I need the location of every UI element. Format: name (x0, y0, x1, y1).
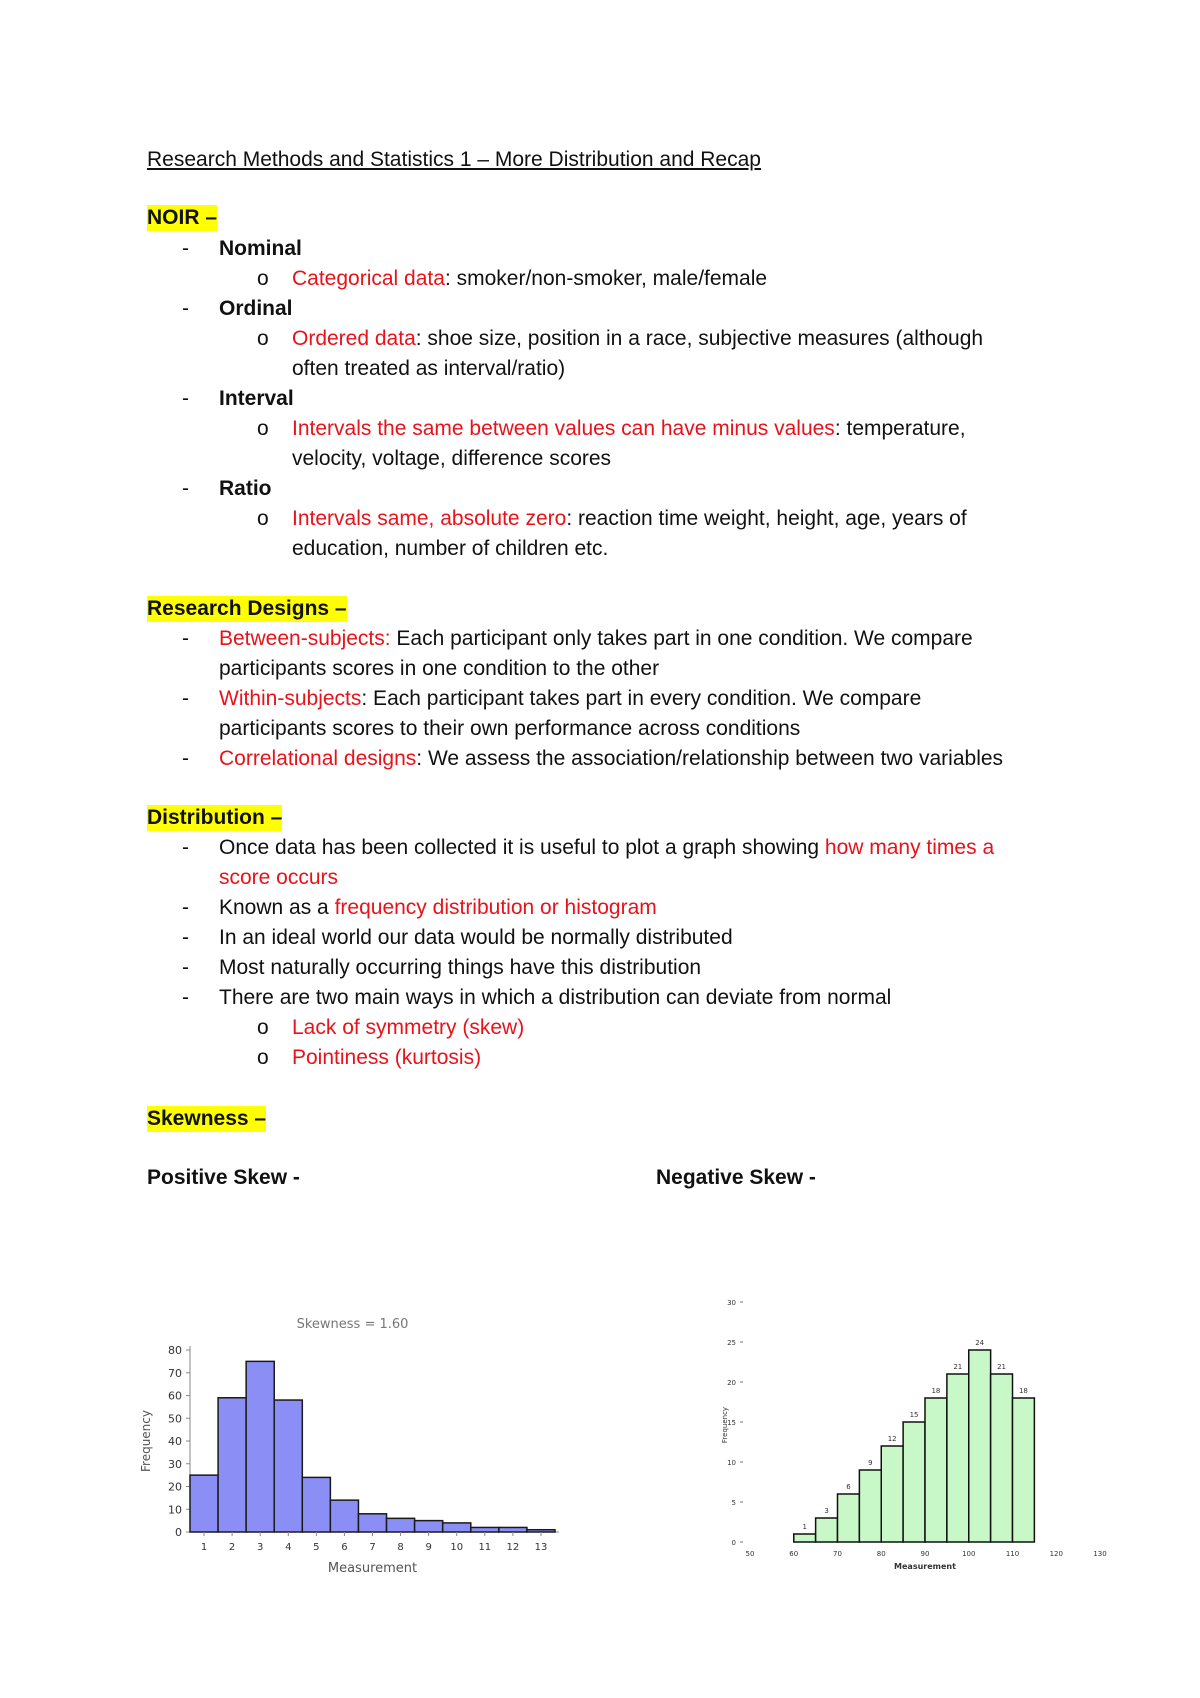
bar-value-label: 6 (846, 1483, 851, 1491)
y-tick-label: 25 (727, 1339, 736, 1347)
bullet-circle: o (257, 417, 269, 440)
bullet-dash: - (182, 297, 189, 320)
y-tick-label: 70 (168, 1366, 182, 1380)
term-red: Categorical data (292, 267, 445, 290)
noir-ordinal-detail-line2: often treated as interval/ratio) (292, 357, 566, 380)
bullet-dash: - (182, 237, 189, 260)
histogram-bar (947, 1374, 969, 1542)
bar-value-label: 1 (802, 1523, 807, 1531)
x-tick-label: 60 (789, 1550, 799, 1558)
term-red: Intervals the same between values can have minus values (292, 417, 835, 440)
term-red: frequency distribution or histogram (334, 896, 657, 919)
distribution-bullet-4: Most naturally occurring things have this distribution (219, 956, 702, 979)
bar-value-label: 12 (887, 1435, 897, 1443)
histogram-bar (302, 1477, 330, 1532)
y-axis-label: Frequency (721, 1406, 729, 1444)
histogram-bar (859, 1470, 881, 1542)
design-correlational (219, 746, 1003, 772)
skewness-heading: Skewness – (147, 1107, 267, 1130)
noir-ratio-detail-line2: education, number of children etc. (292, 537, 609, 560)
y-tick-label: 0 (175, 1526, 182, 1539)
histogram-bar (415, 1521, 443, 1532)
noir-nominal-detail (292, 266, 767, 292)
x-tick-label: 3 (257, 1542, 264, 1553)
y-tick-label: 10 (727, 1459, 736, 1467)
x-tick-label: 120 (1049, 1550, 1063, 1558)
bar-value-label: 24 (975, 1339, 985, 1347)
bar-value-label: 21 (953, 1363, 963, 1371)
y-tick-label: 5 (731, 1499, 736, 1507)
bullet-circle: o (257, 1046, 269, 1069)
term-detail: Known as a (219, 896, 335, 919)
noir-interval-label: Interval (219, 387, 294, 410)
positive-skew-histogram (139, 1310, 580, 1576)
histogram-bar (816, 1518, 838, 1542)
bar-value-label: 3 (824, 1507, 829, 1515)
bar-value-label: 15 (909, 1411, 919, 1419)
y-tick-label: 20 (727, 1379, 736, 1387)
bullet-dash: - (182, 926, 189, 949)
x-tick-label: 12 (506, 1542, 520, 1553)
histogram-bar (527, 1530, 555, 1532)
histogram-bar (358, 1514, 386, 1532)
x-tick-label: 4 (285, 1542, 292, 1553)
histogram-bar (838, 1494, 860, 1542)
design-within (219, 686, 921, 712)
x-tick-label: 130 (1093, 1550, 1107, 1558)
distribution-bullet-2 (219, 895, 657, 921)
noir-interval-detail (292, 416, 966, 442)
bullet-dash: - (182, 387, 189, 410)
bullet-circle: o (257, 267, 269, 290)
x-tick-label: 110 (1005, 1550, 1020, 1558)
negative-skew-histogram (700, 1290, 1120, 1580)
term-detail: : shoe size, position in a race, subjective measures (although (415, 327, 984, 350)
bullet-dash: - (182, 627, 189, 650)
x-axis-label: Measurement (327, 1561, 418, 1576)
term-red: Correlational designs (219, 747, 417, 770)
bullet-dash: - (182, 956, 189, 979)
histogram-bar (218, 1398, 246, 1532)
noir-ratio-detail (292, 506, 967, 532)
y-tick-label: 15 (727, 1419, 736, 1427)
y-tick-label: 30 (168, 1457, 182, 1471)
y-tick-label: 20 (168, 1480, 182, 1494)
x-tick-label: 50 (745, 1550, 755, 1558)
x-tick-label: 6 (341, 1542, 348, 1553)
histogram-bar (794, 1534, 816, 1542)
y-tick-label: 50 (168, 1412, 182, 1426)
histogram-bar (969, 1350, 991, 1542)
term-red: Ordered data (292, 327, 416, 350)
term-detail: : Each participant takes part in every condition. We compare (361, 687, 922, 710)
distribution-bullet-5: There are two main ways in which a distribution can deviate from normal (219, 986, 892, 1009)
term-detail: Once data has been collected it is useful to plot a graph showing (219, 836, 825, 859)
noir-interval-detail-line2: velocity, voltage, difference scores (292, 447, 612, 470)
bullet-dash: - (182, 986, 189, 1009)
term-detail: Each participant only takes part in one condition. We compare (390, 627, 973, 650)
distribution-sub-kurtosis: Pointiness (kurtosis) (292, 1046, 482, 1069)
histogram-bar (246, 1361, 274, 1532)
histogram-bar (387, 1518, 415, 1532)
design-within-line2: participants scores to their own performance across conditions (219, 717, 801, 740)
distribution-bullet-1-line2: score occurs (219, 866, 339, 889)
x-tick-label: 90 (920, 1550, 930, 1558)
term-red: Within-subjects (219, 687, 362, 710)
term-red: Between-subjects: (219, 627, 391, 650)
bullet-dash: - (182, 747, 189, 770)
y-tick-label: 60 (168, 1389, 182, 1403)
histogram-bar (925, 1398, 947, 1542)
histogram-bar (499, 1527, 527, 1532)
bullet-dash: - (182, 477, 189, 500)
x-tick-label: 8 (397, 1542, 404, 1553)
histogram-bar (274, 1400, 302, 1532)
histogram-bar (903, 1422, 925, 1542)
y-tick-label: 40 (168, 1435, 182, 1448)
bullet-dash: - (182, 687, 189, 710)
distribution-sub-skew: Lack of symmetry (skew) (292, 1016, 525, 1039)
y-tick-label: 0 (731, 1539, 736, 1547)
x-tick-label: 9 (425, 1542, 432, 1553)
histogram-bar (881, 1446, 903, 1542)
bar-value-label: 21 (997, 1363, 1007, 1371)
y-axis-label: Frequency (139, 1410, 153, 1472)
distribution-heading: Distribution – (147, 806, 283, 829)
x-tick-label: 11 (478, 1542, 492, 1553)
bar-value-label: 9 (868, 1459, 873, 1467)
bar-value-label: 18 (1018, 1387, 1028, 1395)
x-tick-label: 7 (369, 1542, 376, 1553)
distribution-bullet-1 (219, 835, 994, 861)
positive-skew-label: Positive Skew - (147, 1166, 300, 1189)
bullet-circle: o (257, 327, 269, 350)
histogram-bar (190, 1475, 218, 1532)
chart-title: Skewness = 1.60 (296, 1317, 409, 1332)
bullet-dash: - (182, 836, 189, 859)
y-tick-label: 10 (168, 1503, 182, 1517)
histogram-bar (991, 1374, 1013, 1542)
x-tick-label: 80 (876, 1550, 886, 1558)
term-red: Intervals same, absolute zero (292, 507, 567, 530)
noir-heading: NOIR – (147, 206, 218, 229)
histogram-bar (1013, 1398, 1035, 1542)
design-between (219, 626, 973, 652)
x-tick-label: 5 (313, 1542, 320, 1553)
design-between-line2: participants scores in one condition to the other (219, 657, 660, 680)
x-tick-label: 100 (962, 1550, 976, 1558)
x-tick-label: 70 (833, 1550, 842, 1558)
designs-heading: Research Designs – (147, 597, 347, 620)
x-tick-label: 13 (534, 1542, 548, 1553)
noir-ordinal-detail (292, 326, 983, 352)
x-tick-label: 2 (228, 1542, 236, 1553)
histogram-bar (443, 1523, 471, 1532)
noir-nominal-label: Nominal (219, 237, 302, 260)
term-detail: : We assess the association/relationship between two variables (416, 747, 1004, 770)
x-tick-label: 10 (450, 1542, 464, 1553)
x-tick-label: 1 (200, 1542, 208, 1553)
bullet-circle: o (257, 507, 269, 530)
term-detail: : temperature, (834, 417, 966, 440)
distribution-bullet-3: In an ideal world our data would be normally distributed (219, 926, 733, 949)
noir-ordinal-label: Ordinal (219, 297, 293, 320)
y-tick-label: 30 (727, 1299, 736, 1307)
x-axis-label: Measurement (894, 1562, 956, 1571)
noir-ratio-label: Ratio (219, 477, 272, 500)
y-tick-label: 80 (168, 1344, 182, 1357)
bullet-dash: - (182, 896, 189, 919)
term-detail: : reaction time weight, height, age, years of (566, 507, 967, 530)
term-red: how many times a (824, 836, 995, 859)
negative-skew-label: Negative Skew - (656, 1166, 816, 1189)
histogram-bar (330, 1500, 358, 1532)
histogram-bar (471, 1527, 499, 1532)
term-detail: : smoker/non-smoker, male/female (444, 267, 768, 290)
page-title: Research Methods and Statistics 1 – More Distribution and Recap (147, 148, 761, 171)
bullet-circle: o (257, 1016, 269, 1039)
bar-value-label: 18 (931, 1387, 941, 1395)
